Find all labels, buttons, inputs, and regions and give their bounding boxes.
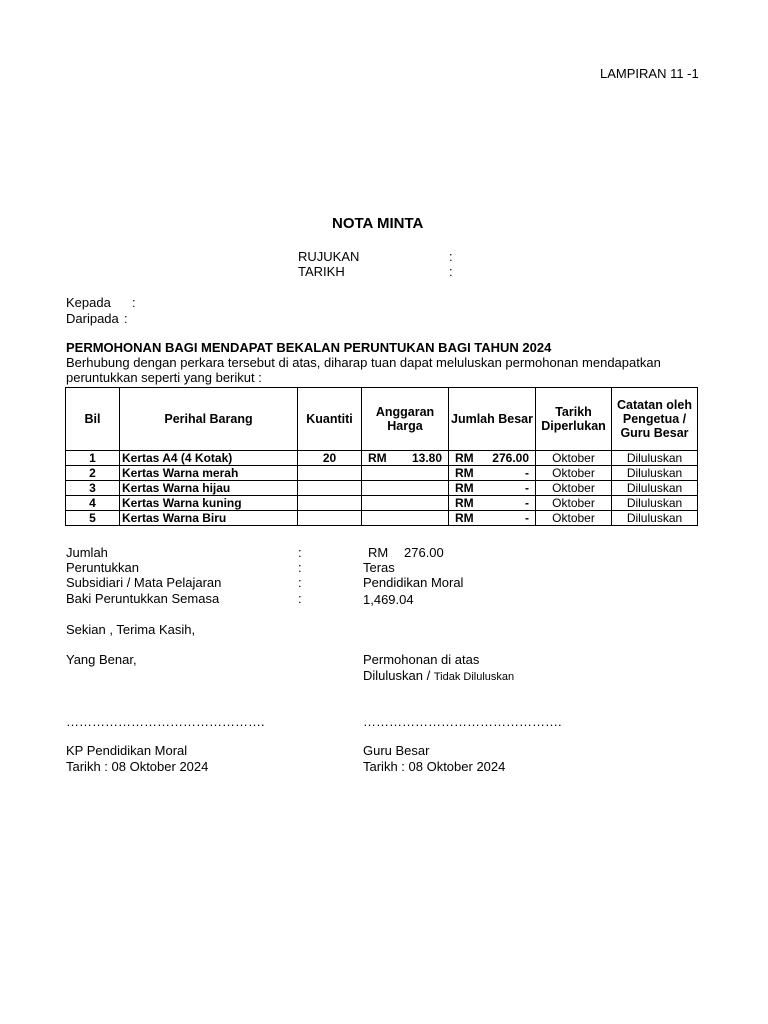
row-catatan: Diluluskan [612, 511, 698, 526]
row-anggaran [362, 481, 449, 496]
row-anggaran [362, 511, 449, 526]
row-tarikh: Oktober [536, 511, 612, 526]
table-row [66, 511, 698, 526]
summary-jumlah-currency: RM [368, 545, 389, 560]
jumlah-currency: RM [455, 511, 474, 525]
jumlah-amount: 276.00 [492, 451, 529, 465]
row-perihal: Kertas Warna Biru [120, 511, 298, 526]
row-jumlah [449, 451, 536, 466]
summary-baki-value: 1,469.04 [363, 592, 414, 607]
row-perihal: Kertas A4 (4 Kotak) [120, 451, 298, 466]
summary-peruntukkan-value: Teras [363, 560, 395, 575]
row-jumlah [449, 511, 536, 526]
header-tarikh: Tarikh Diperlukan [536, 388, 612, 451]
tarikh-colon: : [449, 264, 453, 279]
rujukan-colon: : [449, 249, 453, 264]
jumlah-currency: RM [455, 496, 474, 510]
summary-baki-label: Baki Peruntukkan Semasa [66, 591, 220, 606]
row-kuantiti [298, 481, 362, 496]
row-tarikh: Oktober [536, 481, 612, 496]
row-kuantiti [298, 496, 362, 511]
closing-yang-benar: Yang Benar, [66, 652, 137, 667]
signatory-right-name: Guru Besar [363, 743, 430, 758]
summary-subsidiari-value: Pendidikan Moral [363, 575, 464, 590]
approval-line [363, 668, 514, 683]
row-jumlah [449, 481, 536, 496]
daripada-colon: : [124, 311, 128, 326]
summary-peruntukkan-label: Peruntukkan [66, 560, 139, 575]
table-row [66, 451, 698, 466]
summary-jumlah-value: 276.00 [404, 545, 444, 560]
row-catatan: Diluluskan [612, 496, 698, 511]
closing-sekian: Sekian , Terima Kasih, [66, 622, 196, 637]
summary-baki-colon: : [298, 591, 302, 606]
table-row [66, 496, 698, 511]
rujukan-label: RUJUKAN [298, 249, 360, 264]
jumlah-amount: - [525, 511, 529, 525]
row-perihal: Kertas Warna hijau [120, 481, 298, 496]
kepada-label: Kepada [66, 295, 111, 310]
row-kuantiti [298, 511, 362, 526]
row-tarikh: Oktober [536, 451, 612, 466]
header-bil: Bil [66, 388, 120, 451]
row-catatan: Diluluskan [612, 466, 698, 481]
row-perihal: Kertas Warna merah [120, 466, 298, 481]
approval-diluluskan: Diluluskan / [363, 668, 431, 683]
row-anggaran [362, 451, 449, 466]
tarikh-label: TARIKH [298, 264, 345, 279]
row-anggaran [362, 466, 449, 481]
lampiran-label: LAMPIRAN 11 -1 [600, 66, 699, 81]
row-jumlah [449, 496, 536, 511]
summary-peruntukkan-colon: : [298, 560, 302, 575]
header-catatan: Catatan oleh Pengetua / Guru Besar [612, 388, 698, 451]
row-bil: 2 [66, 466, 120, 481]
signatory-left-date: Tarikh : 08 Oktober 2024 [66, 759, 209, 774]
row-kuantiti [298, 466, 362, 481]
row-bil: 5 [66, 511, 120, 526]
intro-line-1: Berhubung dengan perkara tersebut di atas, diharap tuan dapat meluluskan permohonan mendapatkan [66, 355, 661, 370]
header-jumlah: Jumlah Besar [449, 388, 536, 451]
anggaran-currency: RM [368, 451, 387, 465]
table-row [66, 466, 698, 481]
signature-line-right: ………………………………………. [363, 714, 562, 729]
table-header-row [66, 388, 698, 451]
jumlah-amount: - [525, 481, 529, 495]
row-kuantiti: 20 [298, 451, 362, 466]
row-tarikh: Oktober [536, 496, 612, 511]
jumlah-currency: RM [455, 451, 474, 465]
intro-line-2: peruntukkan seperti yang berikut : [66, 370, 262, 385]
subject-heading: PERMOHONAN BAGI MENDAPAT BEKALAN PERUNTUKAN BAGI TAHUN 2024 [66, 340, 552, 355]
row-jumlah [449, 466, 536, 481]
document-title: NOTA MINTA [332, 215, 424, 232]
row-catatan: Diluluskan [612, 481, 698, 496]
anggaran-amount: 13.80 [411, 451, 442, 465]
jumlah-currency: RM [455, 466, 474, 480]
table-row [66, 481, 698, 496]
row-bil: 3 [66, 481, 120, 496]
kepada-colon: : [132, 295, 136, 310]
summary-jumlah-label: Jumlah [66, 545, 108, 560]
header-anggaran: Anggaran Harga [362, 388, 449, 451]
jumlah-amount: - [525, 496, 529, 510]
signature-line-left: ………………………………………. [66, 714, 265, 729]
row-bil: 4 [66, 496, 120, 511]
row-anggaran [362, 496, 449, 511]
signatory-right-date: Tarikh : 08 Oktober 2024 [363, 759, 506, 774]
summary-subsidiari-label: Subsidiari / Mata Pelajaran [66, 575, 222, 590]
jumlah-amount: - [525, 466, 529, 480]
header-kuantiti: Kuantiti [298, 388, 362, 451]
items-table [65, 387, 698, 526]
row-tarikh: Oktober [536, 466, 612, 481]
row-bil: 1 [66, 451, 120, 466]
row-perihal: Kertas Warna kuning [120, 496, 298, 511]
daripada-label: Daripada [66, 311, 119, 326]
header-perihal: Perihal Barang [120, 388, 298, 451]
approval-tidak-diluluskan: Tidak Diluluskan [433, 671, 515, 683]
signatory-left-name: KP Pendidikan Moral [66, 743, 188, 758]
summary-jumlah-colon: : [298, 545, 302, 560]
jumlah-currency: RM [455, 481, 474, 495]
row-catatan: Diluluskan [612, 451, 698, 466]
closing-permohonan: Permohonan di atas [363, 652, 480, 667]
summary-subsidiari-colon: : [298, 575, 302, 590]
